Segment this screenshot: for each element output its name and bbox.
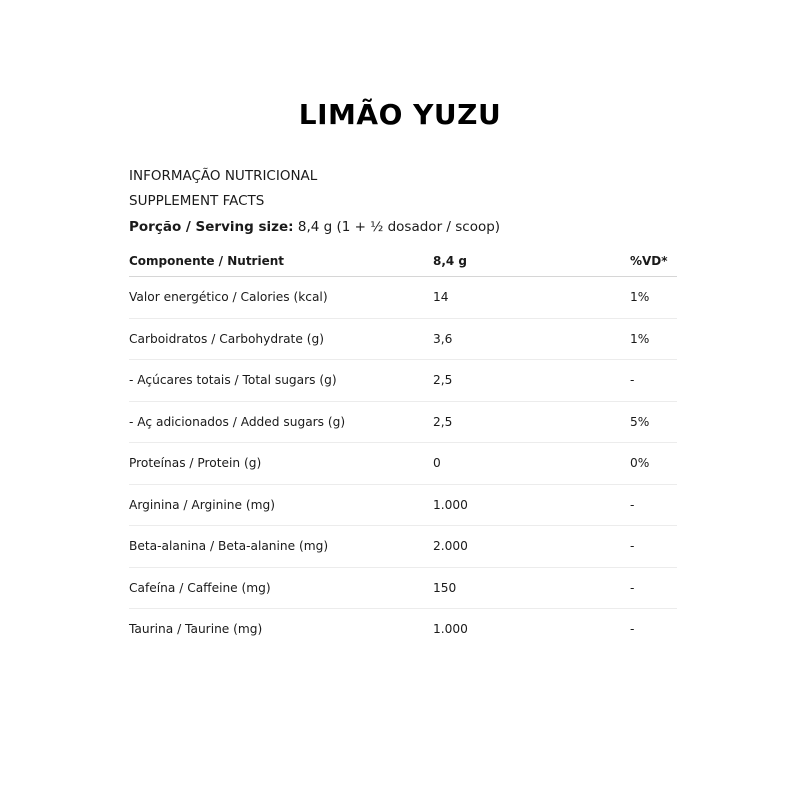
row-dv: 5%	[630, 414, 650, 429]
serving-size	[129, 219, 500, 235]
table-row	[129, 485, 677, 527]
table-row	[129, 609, 677, 650]
row-dv: 1%	[630, 331, 650, 346]
row-amount: 1.000	[433, 497, 468, 512]
row-component: Cafeína / Caffeine (mg)	[129, 580, 271, 595]
row-component: Proteínas / Protein (g)	[129, 456, 262, 471]
row-dv: 1%	[630, 290, 650, 305]
table-row	[129, 568, 677, 610]
table-header-row	[129, 246, 677, 277]
product-title: LIMÃO YUZU	[298, 98, 502, 131]
header-dv: %VD*	[630, 254, 668, 268]
row-dv: -	[630, 580, 635, 595]
row-amount: 3,6	[433, 331, 453, 346]
nutrition-info-heading: INFORMAÇÃO NUTRICIONAL	[129, 168, 318, 184]
header-amount: 8,4 g	[433, 254, 468, 268]
row-amount: 2.000	[433, 539, 468, 554]
row-amount: 1.000	[433, 622, 468, 637]
row-amount: 14	[433, 290, 449, 305]
row-dv: -	[630, 373, 635, 388]
row-component: Arginina / Arginine (mg)	[129, 497, 275, 512]
header-component: Componente / Nutrient	[129, 254, 284, 268]
table-row	[129, 360, 677, 402]
serving-size-value: 8,4 g (1 + ½ dosador / scoop)	[293, 219, 501, 235]
supplement-facts-heading: SUPPLEMENT FACTS	[129, 193, 265, 209]
row-component: Taurina / Taurine (mg)	[129, 622, 263, 637]
table-row	[129, 319, 677, 361]
row-amount: 2,5	[433, 414, 453, 429]
table-row	[129, 402, 677, 444]
row-amount: 2,5	[433, 373, 453, 388]
row-amount: 0	[433, 456, 441, 471]
row-dv: -	[630, 497, 635, 512]
row-dv: 0%	[630, 456, 650, 471]
row-component: Valor energético / Calories (kcal)	[129, 290, 328, 305]
row-component: Carboidratos / Carbohydrate (g)	[129, 331, 324, 346]
nutrition-table	[129, 246, 677, 650]
serving-size-label: Porção / Serving size:	[129, 219, 294, 235]
row-dv: -	[630, 622, 635, 637]
row-component: - Aç adicionados / Added sugars (g)	[129, 414, 346, 429]
table-row	[129, 443, 677, 485]
row-dv: -	[630, 539, 635, 554]
row-component: - Açúcares totais / Total sugars (g)	[129, 373, 337, 388]
row-component: Beta-alanina / Beta-alanine (mg)	[129, 539, 329, 554]
table-row	[129, 526, 677, 568]
table-row	[129, 277, 677, 319]
row-amount: 150	[433, 580, 457, 595]
